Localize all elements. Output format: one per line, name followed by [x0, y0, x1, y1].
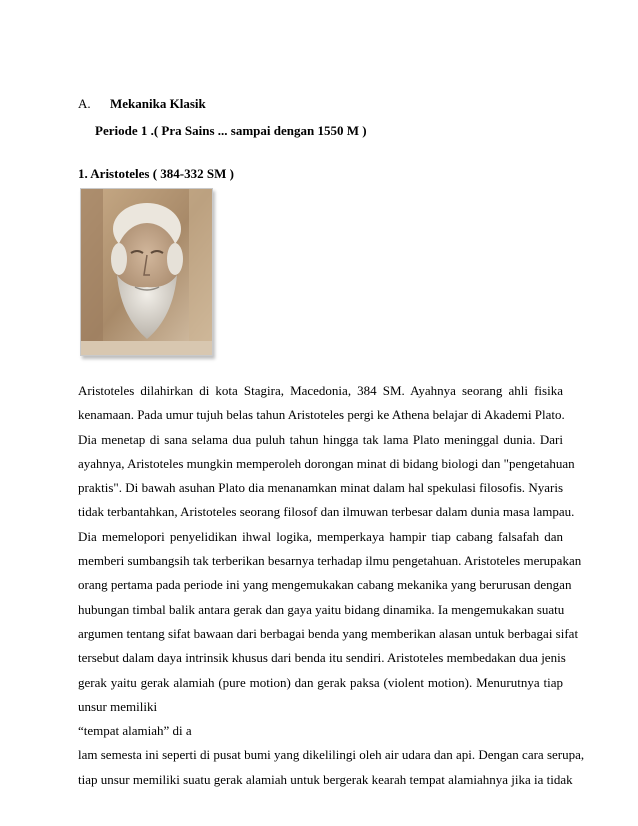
body-line: memberi sumbangsih tak terberikan besarnya terhadap ilmu pengetahuan. Aristoteles merupakan [78, 553, 582, 569]
portrait-illustration [81, 189, 212, 355]
body-line: praktis". Di bawah asuhan Plato dia menanamkan minat dalam hal spekulasi filosofis. Nyaris [78, 480, 563, 496]
body-line: kenamaan. Pada umur tujuh belas tahun Aristoteles pergi ke Athena belajar di Akademi Plato. [78, 407, 565, 423]
body-line: unsur memiliki [78, 698, 158, 714]
period-heading: Periode 1 .( Pra Sains ... sampai dengan 1550 M ) [95, 123, 367, 138]
body-line: tidak terbantahkan, Aristoteles seorang filosof dan ilmuwan terbesar dalam dunia masa lampau. [78, 504, 575, 520]
section-letter: A. [78, 96, 91, 111]
body-line: tersebut dalam daya intrinsik khusus dari benda itu sendiri. Aristoteles membedakan dua jenis [78, 650, 566, 666]
body-line: tiap unsur memiliki suatu gerak alamiah untuk bergerak kearah tempat alamiahnya jika ia tidak [78, 771, 573, 787]
section-title: Mekanika Klasik [110, 96, 206, 111]
body-line: Aristoteles dilahirkan di kota Stagira, Macedonia, 384 SM. Ayahnya seorang ahli fisika [78, 383, 563, 398]
body-line: ayahnya, Aristoteles mungkin memperoleh dorongan minat di bidang biologi dan "pengetahuan [78, 455, 575, 471]
body-line: gerak yaitu gerak alamiah (pure motion) dan gerak paksa (violent motion). Menurutnya tiap [78, 674, 563, 690]
aristotle-portrait [80, 188, 213, 356]
body-line: lam semesta ini seperti di pusat bumi yang dikelilingi oleh air udara dan api. Dengan cara serupa, [78, 747, 585, 763]
body-line: hubungan timbal balik antara gerak dan gaya yaitu bidang dinamika. Ia mengemukakan suatu [78, 601, 565, 617]
body-line: orang pertama pada periode ini yang mengemukakan cabang mekanika yang berurusan dengan [78, 577, 572, 593]
body-text [78, 379, 585, 792]
subheading-aristoteles: 1. Aristoteles ( 384-332 SM ) [78, 166, 234, 181]
body-line: Dia memelopori penyelidikan ihwal logika, memperkaya hampir tiap cabang falsafah dan [78, 528, 563, 544]
body-line: “tempat alamiah” di a [78, 723, 192, 739]
body-line: Dia menetap di sana selama dua puluh tahun hingga tak lama Plato meninggal dunia. Dari [78, 431, 563, 447]
body-line: argumen tentang sifat bawaan dari berbagai benda yang memberikan alasan untuk berbagai sifat [78, 625, 579, 641]
